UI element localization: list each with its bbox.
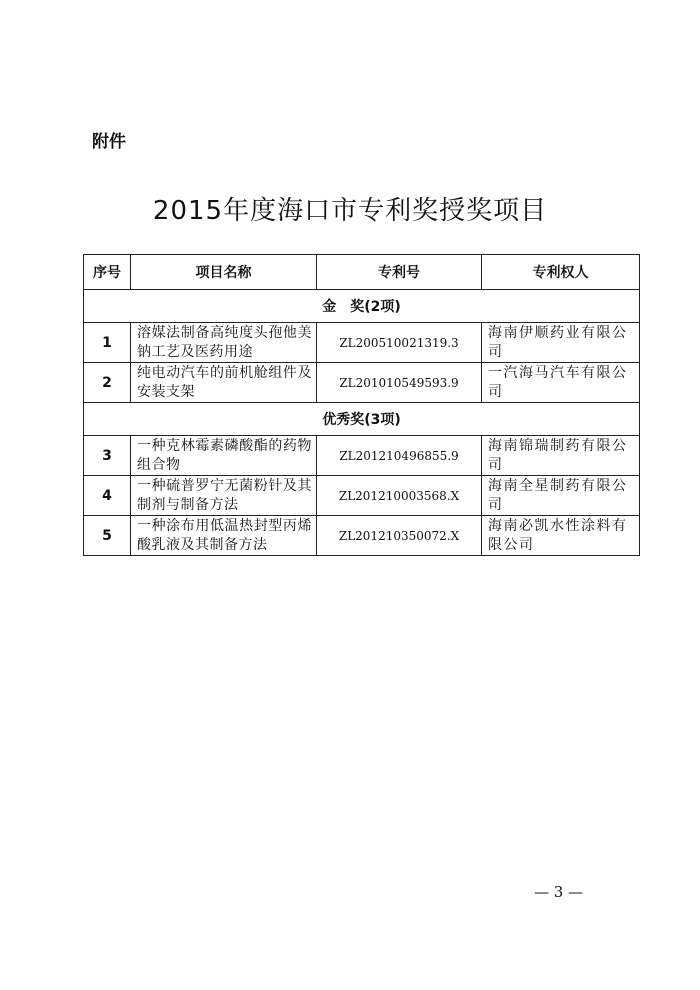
table-row	[84, 516, 640, 556]
project-name: 溶媒法制备高纯度头孢他美钠工艺及医药用途	[131, 323, 317, 363]
row-number: 4	[84, 476, 131, 516]
header-project-name: 项目名称	[131, 255, 317, 290]
table-row	[84, 363, 640, 403]
project-name: 一种涂布用低温热封型丙烯酸乳液及其制备方法	[131, 516, 317, 556]
patent-number: ZL200510021319.3	[317, 323, 482, 363]
section-row-gold	[84, 290, 640, 323]
document-title: 2015年度海口市专利奖授奖项目	[152, 196, 548, 226]
row-number: 5	[84, 516, 131, 556]
row-number: 2	[84, 363, 131, 403]
row-number: 1	[84, 323, 131, 363]
section-row-excellence	[84, 403, 640, 436]
header-number: 序号	[84, 255, 131, 290]
patent-number: ZL201010549593.9	[317, 363, 482, 403]
attachment-label: 附件	[92, 132, 126, 152]
page-number: — 3 —	[534, 883, 584, 901]
patent-number: ZL201210003568.X	[317, 476, 482, 516]
patent-holder: 海南全星制药有限公司	[482, 476, 640, 516]
row-number: 3	[84, 436, 131, 476]
award-table	[83, 254, 640, 556]
patent-holder: 海南必凯水性涂料有限公司	[482, 516, 640, 556]
table-row	[84, 323, 640, 363]
table-header-row	[84, 255, 640, 290]
section-label: 金 奖(2项)	[84, 290, 640, 323]
patent-number: ZL201210350072.X	[317, 516, 482, 556]
project-name: 纯电动汽车的前机舱组件及安装支架	[131, 363, 317, 403]
project-name: 一种硫普罗宁无菌粉针及其制剂与制备方法	[131, 476, 317, 516]
table-row	[84, 436, 640, 476]
project-name: 一种克林霉素磷酸酯的药物组合物	[131, 436, 317, 476]
patent-holder: 海南伊顺药业有限公司	[482, 323, 640, 363]
table-row	[84, 476, 640, 516]
header-patent-number: 专利号	[317, 255, 482, 290]
patent-number: ZL201210496855.9	[317, 436, 482, 476]
patent-holder: 一汽海马汽车有限公司	[482, 363, 640, 403]
patent-holder: 海南锦瑞制药有限公司	[482, 436, 640, 476]
section-label: 优秀奖(3项)	[84, 403, 640, 436]
header-patent-holder: 专利权人	[482, 255, 640, 290]
